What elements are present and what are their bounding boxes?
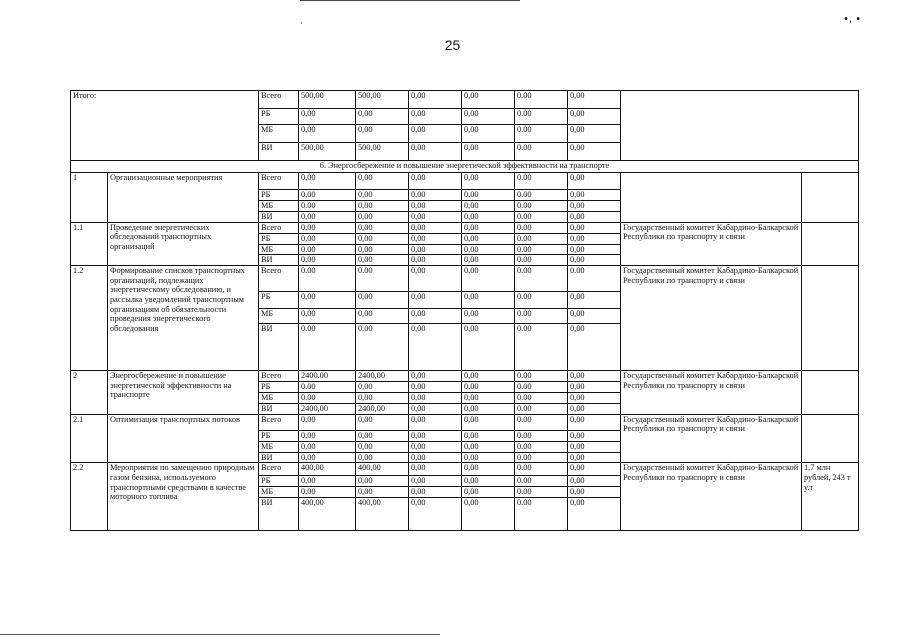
funding-value: 0,00 — [409, 430, 462, 441]
item-number: 2.2 — [71, 463, 108, 531]
funding-source: ВИ — [259, 452, 299, 463]
funding-source: ВИ — [259, 212, 299, 223]
funding-value: 0,00 — [462, 109, 515, 125]
item-result — [802, 266, 859, 371]
funding-value: 0,00 — [409, 441, 462, 452]
funding-value: 0.00 — [515, 125, 568, 143]
funding-value: 0,00 — [409, 244, 462, 255]
section-title: 6. Энергосбережение и повышение энергетической эффективности на транспорте — [71, 161, 859, 173]
scan-corner-marks: •, • — [843, 14, 862, 25]
funding-value: 0.00 — [299, 393, 356, 404]
funding-value: 0.00 — [356, 266, 409, 292]
funding-value: 0,00 — [462, 371, 515, 382]
section-row — [71, 161, 859, 173]
funding-value: 500,00 — [299, 91, 356, 109]
funding-value: 0,00 — [462, 430, 515, 441]
item-result: 1,7 млн рублей, 243 т у.т — [802, 463, 859, 531]
funding-value: 0,00 — [462, 244, 515, 255]
funding-value: 0,00 — [409, 91, 462, 109]
funding-value: 0,00 — [299, 476, 356, 487]
funding-value: 0,00 — [568, 441, 621, 452]
funding-value: 0,00 — [462, 476, 515, 487]
funding-value: 0.00 — [462, 266, 515, 292]
funding-value: 0,00 — [356, 382, 409, 393]
funding-value: 0,00 — [409, 382, 462, 393]
funding-value: 400,00 — [299, 463, 356, 476]
funding-value: 0,00 — [409, 201, 462, 212]
item-name: Проведение энергетических обследований транспортных организаций — [108, 222, 259, 266]
funding-source: МБ — [259, 309, 299, 324]
funding-source: РБ — [259, 430, 299, 441]
funding-value: 400,00 — [356, 498, 409, 531]
funding-value: 0,00 — [462, 382, 515, 393]
funding-value: 0.00 — [515, 382, 568, 393]
funding-value: 0,00 — [568, 222, 621, 233]
funding-value: 0,00 — [462, 143, 515, 161]
item-executor: Государственный комитет Кабардино-Балкарской Республики по транспорту и связи — [621, 266, 802, 371]
funding-value: 0.00 — [515, 143, 568, 161]
item-name: Организационные мероприятия — [108, 173, 259, 223]
funding-value: 0,00 — [568, 212, 621, 223]
item-number: 1.1 — [71, 222, 108, 266]
funding-source: РБ — [259, 292, 299, 309]
funding-value: 0,00 — [409, 476, 462, 487]
funding-source: МБ — [259, 244, 299, 255]
funding-value: 0.00 — [515, 476, 568, 487]
funding-value: 0,00 — [462, 487, 515, 498]
funding-value: 2400.00 — [299, 371, 356, 382]
funding-value: 0.00 — [515, 173, 568, 190]
funding-value: 0,00 — [462, 452, 515, 463]
funding-value: 0,00 — [409, 173, 462, 190]
funding-value: 0.00 — [515, 244, 568, 255]
funding-value: 0,00 — [568, 452, 621, 463]
funding-value: 400,00 — [356, 463, 409, 476]
funding-value: 2400,00 — [299, 403, 356, 414]
funding-value: 0,00 — [462, 498, 515, 531]
funding-value: 0.00 — [515, 393, 568, 404]
funding-value: 0,00 — [462, 173, 515, 190]
funding-value: 0,00 — [462, 309, 515, 324]
funding-value: 0.00 — [515, 430, 568, 441]
funding-value: 0,00 — [409, 255, 462, 266]
item-number: 2 — [71, 371, 108, 415]
funding-value: 0,00 — [409, 190, 462, 201]
funding-value: 0.00 — [299, 382, 356, 393]
funding-source: ВИ — [259, 498, 299, 531]
funding-source: Всего — [259, 414, 299, 430]
funding-value: 0,00 — [299, 292, 356, 309]
funding-value: 400,00 — [299, 498, 356, 531]
program-table — [70, 90, 859, 531]
funding-value: 0,00 — [462, 222, 515, 233]
funding-value: 0,00 — [409, 266, 462, 292]
funding-value: 0,00 — [299, 125, 356, 143]
funding-value: 0.00 — [299, 244, 356, 255]
item-name: Оптимизация транспортных потоков — [108, 414, 259, 463]
funding-source: МБ — [259, 393, 299, 404]
funding-value: 0,00 — [409, 371, 462, 382]
item-executor: Государственный комитет Кабардино-Балкарской Республики по транспорту и связи — [621, 414, 802, 463]
funding-value: 0,00 — [409, 292, 462, 309]
funding-value: 0,00 — [568, 498, 621, 531]
funding-value: 0,00 — [299, 222, 356, 233]
scan-speck: · — [300, 18, 303, 28]
funding-value: 0,00 — [568, 371, 621, 382]
table-row — [71, 463, 859, 476]
funding-value: 0,00 — [462, 125, 515, 143]
funding-value: 0,00 — [409, 393, 462, 404]
funding-value: 0.00 — [515, 441, 568, 452]
funding-value: 0,00 — [299, 190, 356, 201]
funding-value: 0,00 — [409, 324, 462, 371]
funding-value: 0,00 — [409, 233, 462, 244]
funding-value: 0.00 — [515, 212, 568, 223]
funding-value: 0,00 — [568, 201, 621, 212]
funding-source: Всего — [259, 173, 299, 190]
funding-value: 0.00 — [568, 266, 621, 292]
funding-value: 0.00 — [515, 109, 568, 125]
funding-value: 0,00 — [568, 463, 621, 476]
item-name: Энергосбережение и повышение энергетической эффективности на транспорте — [108, 371, 259, 415]
funding-value: 0,00 — [299, 441, 356, 452]
item-executor: Государственный комитет Кабардино-Балкарской Республики по транспорту и связи — [621, 222, 802, 266]
funding-value: 0,00 — [568, 487, 621, 498]
funding-value: 0,00 — [568, 382, 621, 393]
funding-value: 0,00 — [409, 414, 462, 430]
funding-value: 0,00 — [568, 430, 621, 441]
item-number: 2.1 — [71, 414, 108, 463]
funding-value: 0,00 — [462, 441, 515, 452]
funding-value: 0,00 — [568, 190, 621, 201]
scan-top-line — [300, 0, 520, 1]
funding-value: 0,00 — [462, 324, 515, 371]
funding-value: 500,00 — [299, 143, 356, 161]
funding-source: МБ — [259, 201, 299, 212]
funding-source: МБ — [259, 125, 299, 143]
funding-value: 0.00 — [515, 324, 568, 371]
funding-value: 0,00 — [356, 222, 409, 233]
item-executor: Государственный комитет Кабардино-Балкарской Республики по транспорту и связи — [621, 463, 802, 531]
funding-value: 0,00 — [568, 309, 621, 324]
funding-value: 0,00 — [568, 255, 621, 266]
totals-label: Итого: — [71, 91, 259, 161]
funding-value: 0.00 — [515, 266, 568, 292]
funding-source: Всего — [259, 91, 299, 109]
funding-value: 0,00 — [299, 487, 356, 498]
funding-value: 0.00 — [515, 255, 568, 266]
funding-value: 0.00 — [299, 266, 356, 292]
funding-value: 0.00 — [299, 201, 356, 212]
funding-value: 0,00 — [462, 403, 515, 414]
table-row — [71, 414, 859, 430]
item-executor: Государственный комитет Кабардино-Балкарской Республики по транспорту и связи — [621, 371, 802, 415]
table-body — [71, 91, 859, 531]
item-result — [802, 371, 859, 415]
item-executor — [621, 173, 802, 223]
funding-value: 0,00 — [409, 403, 462, 414]
item-result — [802, 414, 859, 463]
funding-value: 0,00 — [356, 441, 409, 452]
funding-value: 0.00 — [515, 371, 568, 382]
funding-value: 0,00 — [409, 463, 462, 476]
funding-value: 0,00 — [462, 190, 515, 201]
funding-value: 500,00 — [356, 143, 409, 161]
table-row — [71, 266, 859, 292]
funding-value: 0,00 — [299, 430, 356, 441]
item-result — [802, 173, 859, 223]
funding-value: 0,00 — [462, 201, 515, 212]
funding-value: 0,00 — [409, 109, 462, 125]
funding-value: 0,00 — [409, 143, 462, 161]
funding-value: 0,00 — [299, 173, 356, 190]
funding-value: 0,00 — [299, 255, 356, 266]
funding-value: 0,00 — [356, 255, 409, 266]
funding-value: 0,00 — [409, 309, 462, 324]
table-row — [71, 371, 859, 382]
funding-value: 0.00 — [515, 463, 568, 476]
funding-value: 0,00 — [356, 125, 409, 143]
item-name: Формирование списков транспортных организаций, подлежащих энергетическому обследованию, и рассылка уведомлений транспортным организациям об обязательности проведения энергетического обследования — [108, 266, 259, 371]
item-number: 1 — [71, 173, 108, 223]
funding-value: 0,00 — [356, 233, 409, 244]
funding-value: 2400,00 — [356, 371, 409, 382]
funding-value: 0,00 — [356, 109, 409, 125]
funding-value: 0.00 — [515, 403, 568, 414]
funding-value: 0.00 — [515, 233, 568, 244]
funding-value: 0,00 — [462, 212, 515, 223]
funding-value: 0,00 — [299, 233, 356, 244]
funding-value: 0,00 — [356, 292, 409, 309]
funding-value: 0,00 — [356, 190, 409, 201]
funding-source: РБ — [259, 109, 299, 125]
funding-value: 0,00 — [356, 487, 409, 498]
funding-source: РБ — [259, 476, 299, 487]
funding-value: 0,00 — [356, 309, 409, 324]
funding-value: 0,00 — [568, 173, 621, 190]
funding-source: РБ — [259, 382, 299, 393]
funding-value: 0,00 — [299, 414, 356, 430]
item-name: Мероприятия по замещению природным газом бензина, используемого транспортными средствами в качестве моторного топлива — [108, 463, 259, 531]
funding-source: ВИ — [259, 403, 299, 414]
funding-value: 0.00 — [515, 190, 568, 201]
funding-source: МБ — [259, 487, 299, 498]
funding-value: 0,00 — [568, 414, 621, 430]
funding-value: 0,00 — [299, 212, 356, 223]
item-result — [802, 222, 859, 266]
funding-value: 0,00 — [462, 292, 515, 309]
funding-value: 0,00 — [299, 309, 356, 324]
funding-value: 0,00 — [462, 233, 515, 244]
funding-source: Всего — [259, 222, 299, 233]
funding-value: 0,00 — [568, 143, 621, 161]
funding-value: 0,00 — [356, 244, 409, 255]
funding-value: 0.00 — [515, 452, 568, 463]
funding-value: 0,00 — [356, 212, 409, 223]
funding-value: 0,00 — [299, 109, 356, 125]
funding-value: 0.00 — [515, 309, 568, 324]
funding-value: 0,00 — [356, 430, 409, 441]
funding-value: 0,00 — [356, 173, 409, 190]
page-number: 25 — [444, 37, 461, 53]
funding-source: РБ — [259, 233, 299, 244]
funding-value: 0.00 — [515, 292, 568, 309]
funding-source: Всего — [259, 463, 299, 476]
funding-value: 0,00 — [356, 452, 409, 463]
funding-value: 0.00 — [515, 498, 568, 531]
funding-value: 0,00 — [462, 393, 515, 404]
funding-value: 0,00 — [568, 393, 621, 404]
funding-source: РБ — [259, 190, 299, 201]
funding-value: 0,00 — [299, 452, 356, 463]
scan-bottom-line — [0, 634, 440, 635]
funding-source: МБ — [259, 441, 299, 452]
funding-value: 0.00 — [515, 487, 568, 498]
funding-value: 0,00 — [409, 125, 462, 143]
funding-value: 0,00 — [409, 222, 462, 233]
funding-value: 0,00 — [409, 498, 462, 531]
funding-value: 0,00 — [462, 463, 515, 476]
funding-value: 0,00 — [568, 244, 621, 255]
funding-value: 0,00 — [409, 487, 462, 498]
totals-row — [71, 91, 859, 109]
funding-value: 0.00 — [515, 414, 568, 430]
funding-value: 0,00 — [462, 91, 515, 109]
funding-source: ВИ — [259, 255, 299, 266]
funding-value: 0,00 — [568, 324, 621, 371]
funding-value: 0,00 — [568, 91, 621, 109]
funding-value: 0,00 — [568, 233, 621, 244]
funding-value: 0,00 — [568, 403, 621, 414]
funding-value: 0,00 — [356, 393, 409, 404]
funding-value: 0,00 — [356, 476, 409, 487]
funding-value: 0,00 — [568, 109, 621, 125]
funding-value: 2400,00 — [356, 403, 409, 414]
funding-value: 0,00 — [356, 201, 409, 212]
funding-value: 0,00 — [568, 476, 621, 487]
funding-source: Всего — [259, 371, 299, 382]
table-row — [71, 222, 859, 233]
funding-value: 0,00 — [409, 212, 462, 223]
funding-source: Всего — [259, 266, 299, 292]
funding-value: 0,00 — [568, 125, 621, 143]
funding-value: 0,00 — [462, 414, 515, 430]
funding-value: 0,00 — [462, 255, 515, 266]
funding-source: ВИ — [259, 143, 299, 161]
funding-value: 0.00 — [299, 324, 356, 371]
funding-value: 0.00 — [515, 201, 568, 212]
funding-value: 0,00 — [409, 452, 462, 463]
funding-value: 500,00 — [356, 91, 409, 109]
funding-value: 0.00 — [515, 222, 568, 233]
totals-blank — [621, 91, 859, 161]
funding-value: 0.00 — [515, 91, 568, 109]
funding-source: ВИ — [259, 324, 299, 371]
funding-value: 0,00 — [356, 414, 409, 430]
item-number: 1.2 — [71, 266, 108, 371]
funding-value: 0.00 — [356, 324, 409, 371]
funding-value: 0,00 — [568, 292, 621, 309]
table-row — [71, 173, 859, 190]
